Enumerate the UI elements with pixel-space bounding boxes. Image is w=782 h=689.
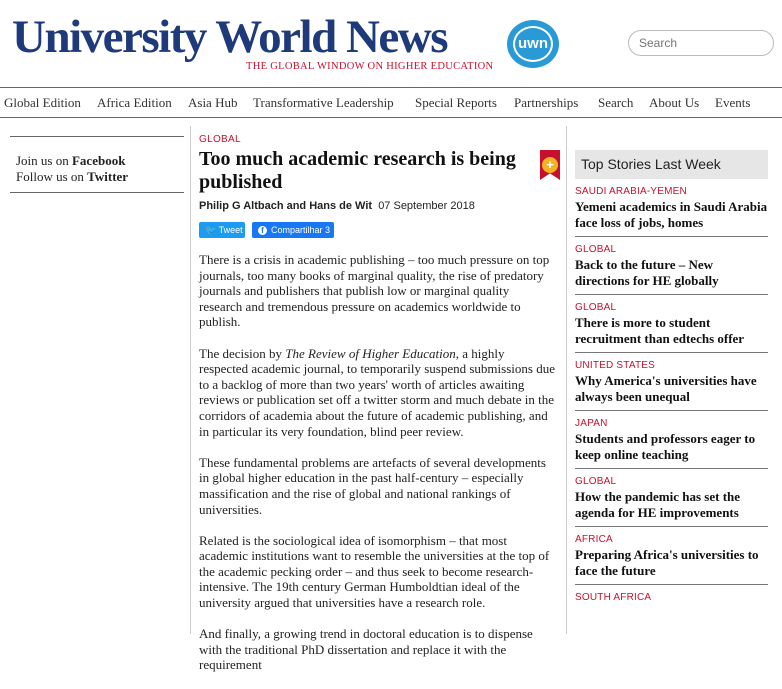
- story-title[interactable]: Why America's universities have always been unequal: [575, 373, 757, 404]
- article-body: [199, 252, 555, 689]
- tweet-label: Tweet: [218, 225, 243, 235]
- nav-asia-hub[interactable]: Asia Hub: [188, 95, 238, 110]
- top-nav: [0, 87, 782, 118]
- article-header: [199, 134, 561, 212]
- article-paragraph: [199, 346, 555, 440]
- story-item[interactable]: [575, 353, 768, 411]
- journal-name: The Review of Higher Education: [285, 345, 456, 361]
- story-title[interactable]: Preparing Africa's universities to face the future: [575, 547, 759, 578]
- site-logo[interactable]: University World News: [12, 11, 448, 63]
- article-paragraph: And finally, a growing trend in doctoral education is to dispense with the traditional PhD dissertation and replace it with the requirement: [199, 626, 533, 673]
- twitter-bird-icon: 🐦: [205, 225, 217, 235]
- column-divider: [190, 126, 191, 634]
- story-title[interactable]: How the pandemic has set the agenda for HE improvements: [575, 489, 741, 520]
- story-item[interactable]: [575, 179, 768, 237]
- story-item[interactable]: [575, 411, 768, 469]
- article-paragraph: There is a crisis in academic publishing – too much pressure on top journals, too many books of marginal quality, the rise of predatory journals and publishers that publish low or marginal quality research and tremendous pressure on academics worldwide to publish.: [199, 252, 550, 330]
- story-category[interactable]: SAUDI ARABIA-YEMEN: [575, 186, 687, 197]
- facebook-share-button[interactable]: [252, 222, 334, 238]
- article-date: 07 September 2018: [378, 200, 475, 212]
- social-links: [10, 136, 184, 193]
- search-input[interactable]: [639, 31, 759, 55]
- top-stories-title: Top Stories Last Week: [575, 150, 768, 179]
- nav-global-edition[interactable]: Global Edition: [4, 95, 81, 110]
- facebook-link[interactable]: Facebook: [71, 153, 126, 168]
- story-category[interactable]: UNITED STATES: [575, 360, 656, 371]
- story-item[interactable]: [575, 237, 768, 295]
- twitter-link[interactable]: Twitter: [87, 169, 129, 184]
- facebook-link-line: [10, 153, 184, 169]
- column-divider: [566, 126, 567, 634]
- story-item[interactable]: [575, 585, 768, 611]
- nav-search[interactable]: Search: [598, 95, 634, 110]
- nav-partnerships[interactable]: Partnerships: [514, 95, 579, 110]
- top-stories: [575, 150, 768, 611]
- nav-africa-edition[interactable]: Africa Edition: [97, 95, 172, 110]
- nav-about-us[interactable]: About Us: [649, 95, 700, 110]
- twitter-prefix: Follow us on: [16, 169, 88, 184]
- story-category[interactable]: JAPAN: [575, 418, 608, 429]
- story-title[interactable]: There is more to student recruitment than edtechs offer: [575, 315, 745, 346]
- nav-transformative-leadership[interactable]: Transformative Leadership: [253, 95, 394, 110]
- story-item[interactable]: [575, 295, 768, 353]
- plus-icon: +: [542, 157, 558, 173]
- story-category[interactable]: GLOBAL: [575, 244, 617, 255]
- story-category[interactable]: SOUTH AFRICA: [575, 592, 652, 603]
- search-box[interactable]: [628, 30, 774, 56]
- facebook-share-label: Compartilhar 3: [271, 225, 331, 235]
- article-paragraph: Related is the sociological idea of isomorphism – that most academic institutions want to resemble the universities at the top of the academic pecking order – and thus seek to become research-intensive. The 19th century German Humboldtian ideal of the university argued that universities have a research role.: [199, 532, 550, 611]
- bookmark-icon[interactable]: [540, 150, 560, 182]
- story-category[interactable]: AFRICA: [575, 534, 613, 545]
- article-byline: [199, 200, 561, 212]
- story-title[interactable]: Back to the future – New directions for HE globally: [575, 257, 719, 288]
- nav-special-reports[interactable]: Special Reports: [415, 95, 497, 110]
- nav-events[interactable]: Events: [715, 95, 751, 110]
- article-kicker[interactable]: GLOBAL: [199, 134, 241, 145]
- story-item[interactable]: [575, 527, 768, 585]
- paragraph-text: , a highly respected academic journal, to temporarily suspend submissions due to a backlog of more than two years' worth of articles awaiting reviews or publication set off a twitter storm and much debate in the corridors of academia about the future of academic publishing, and in particular its very foundation, blind peer review.: [199, 345, 555, 439]
- site-tagline: THE GLOBAL WINDOW ON HIGHER EDUCATION: [246, 61, 494, 72]
- story-title[interactable]: Students and professors eager to keep online teaching: [575, 431, 756, 462]
- facebook-prefix: Join us on: [16, 153, 72, 168]
- uwn-badge-label: uwn: [513, 26, 553, 62]
- divider: [10, 192, 184, 193]
- paragraph-text: The decision by: [199, 345, 286, 361]
- twitter-link-line: [10, 169, 184, 185]
- article-headline: Too much academic research is being published: [199, 148, 516, 193]
- story-category[interactable]: GLOBAL: [575, 302, 617, 313]
- story-item[interactable]: [575, 469, 768, 527]
- masthead: [0, 0, 782, 86]
- article-paragraph: These fundamental problems are artefacts of several developments in global higher education in the past half-century – especially massification and the rise of global and national rankings of universities.: [199, 454, 546, 517]
- tweet-button[interactable]: [199, 222, 245, 238]
- story-category[interactable]: GLOBAL: [575, 476, 617, 487]
- facebook-icon: f: [258, 226, 267, 235]
- uwn-logo-icon[interactable]: [507, 20, 559, 68]
- story-title[interactable]: Yemeni academics in Saudi Arabia face loss of jobs, homes: [575, 199, 768, 230]
- article-authors: Philip G Altbach and Hans de Wit: [199, 200, 373, 212]
